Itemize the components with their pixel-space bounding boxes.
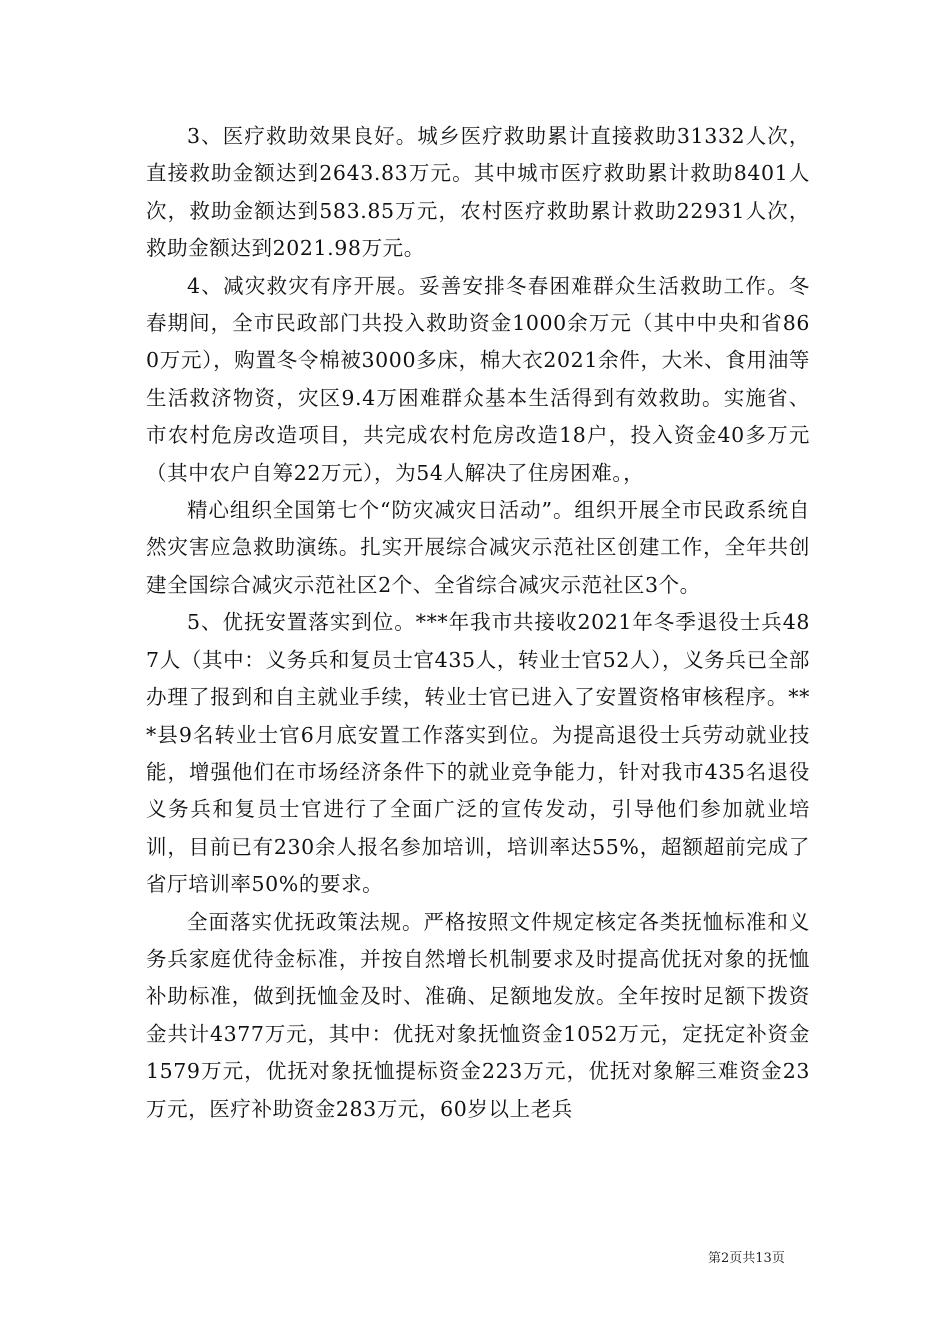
paragraph-veteran-placement: 5、优抚安置落实到位。***年我市共接收2021年冬季退役士兵487人（其中：义务兵和复员士官435人，转业士官52人），义务兵已全部办理了报到和自主就业手续，转业士官已进入了安置资格审核程序。***县9名转业士官6月底安置工作落实到位。为提高退役士兵劳动就业技能，增强他们在市场经济条件下的就业竞争能力，针对我市435名退役义务兵和复员士官进行了全面广泛的宣传发动，引导他们参加就业培训，目前已有230余人报名参加培训，培训率达55%，超额超前完成了省厅培训率50%的要求。	[146, 610, 810, 897]
paragraph-disaster-prevention-day: 精心组织全国第七个“防灾减灾日活动”。组织开展全市民政系统自然灾害应急救助演练。扎实开展综合减灾示范社区创建工作，全年共创建全国综合减灾示范社区2个、全省综合减灾示范社区3个。	[146, 498, 810, 597]
document-body	[146, 118, 810, 1128]
paragraph-disaster-relief: 4、减灾救灾有序开展。妥善安排冬春困难群众生活救助工作。冬春期间，全市民政部门共投入救助资金1000余万元（其中中央和省860万元），购置冬令棉被3000多床，棉大衣2021余件，大米、食用油等生活救济物资，灾区9.4万困难群众基本生活得到有效救助。实施省、市农村危房改造项目，共完成农村危房改造18户，投入资金40多万元（其中农户自筹22万元），为54人解决了住房困难。，	[146, 273, 810, 485]
paragraph-medical-aid: 3、医疗救助效果良好。城乡医疗救助累计直接救助31332人次，直接救助金额达到2643.83万元。其中城市医疗救助累计救助8401人次，救助金额达到583.85万元，农村医疗救助累计救助22931人次，救助金额达到2021.98万元。	[146, 124, 810, 261]
page-number: 第2页共13页	[708, 1251, 785, 1266]
paragraph-preferential-policy: 全面落实优抚政策法规。严格按照文件规定核定各类抚恤标准和义务兵家庭优待金标准，并按自然增长机制要求及时提高优抚对象的抚恤补助标准，做到抚恤金及时、准确、足额地发放。全年按时足额下拨资金共计4377万元，其中：优抚对象抚恤资金1052万元，定抚定补资金1579万元，优抚对象抚恤提标资金223万元，优抚对象解三难资金23万元，医疗补助资金283万元，60岁以上老兵	[146, 909, 810, 1121]
